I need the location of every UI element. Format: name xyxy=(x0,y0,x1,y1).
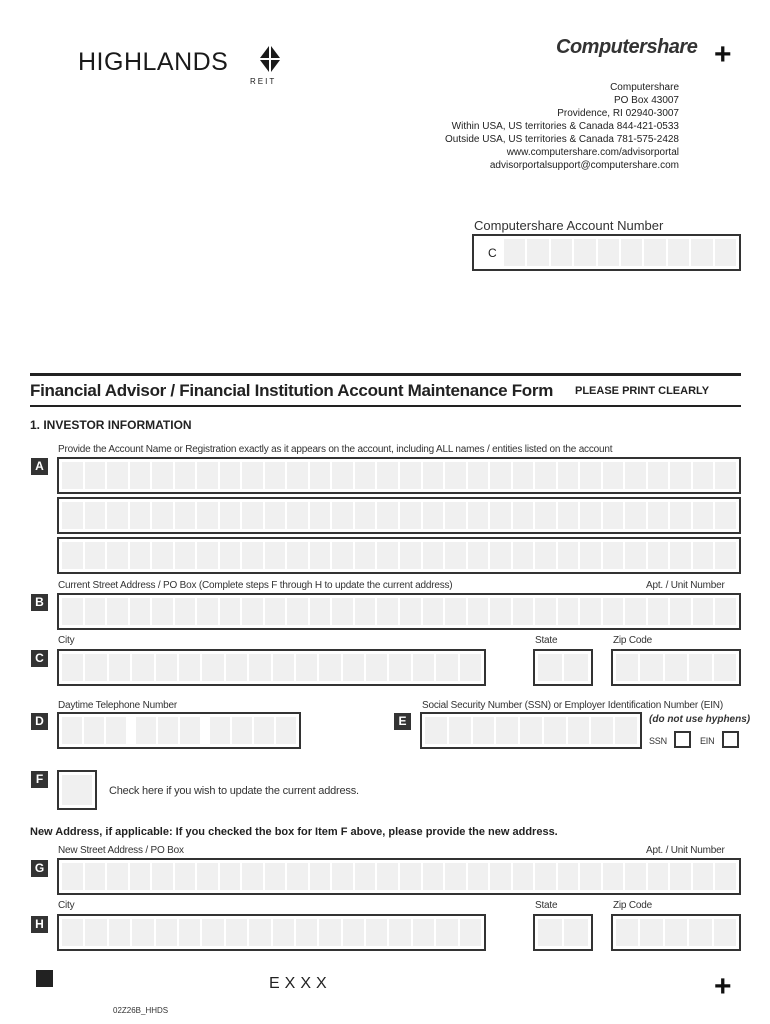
registration-square xyxy=(36,970,53,987)
current-street-address-field[interactable] xyxy=(57,593,741,630)
zip-label: Zip Code xyxy=(613,635,652,646)
account-name-label: Provide the Account Name or Registration exactly as it appears on the account, including ALL names / entities listed on the account xyxy=(58,444,613,455)
new-city-field[interactable] xyxy=(57,914,486,951)
new-address-heading: New Address, if applicable: If you checked the box for Item F above, please provide the new address. xyxy=(30,826,558,838)
city-field[interactable] xyxy=(57,649,486,686)
update-address-text: Check here if you wish to update the current address. xyxy=(109,785,359,797)
item-letter-c: C xyxy=(31,650,48,667)
highlands-logo-text: HIGHLANDS xyxy=(78,48,229,76)
ein-checkbox[interactable] xyxy=(722,731,739,748)
footer-plus-mark: + xyxy=(714,970,732,1003)
address-line: Within USA, US territories & Canada 844-421-0533 xyxy=(451,121,679,132)
registration-plus-mark: + xyxy=(714,38,732,71)
current-address-label: Current Street Address / PO Box (Complete steps F through H to update the current address) xyxy=(58,580,453,591)
address-line: PO Box 43007 xyxy=(613,95,679,106)
address-line: Providence, RI 02940-3007 xyxy=(557,108,679,119)
ssn-option-label: SSN xyxy=(649,736,667,746)
ssn-checkbox[interactable] xyxy=(674,731,691,748)
account-name-line-2[interactable] xyxy=(57,497,741,534)
item-letter-d: D xyxy=(31,713,48,730)
new-city-label: City xyxy=(58,900,75,911)
daytime-phone-field[interactable] xyxy=(57,712,301,749)
address-line: Outside USA, US territories & Canada 781-575-2428 xyxy=(444,134,679,145)
phone-label: Daytime Telephone Number xyxy=(58,700,177,711)
item-letter-e: E xyxy=(394,713,411,730)
update-address-checkbox[interactable] xyxy=(57,770,97,810)
apt-label: Apt. / Unit Number xyxy=(646,580,725,591)
section-investor-information: 1. INVESTOR INFORMATION xyxy=(30,418,192,432)
new-state-field[interactable] xyxy=(533,914,593,951)
ssn-ein-field[interactable] xyxy=(420,712,642,749)
ein-option-label: EIN xyxy=(700,736,715,746)
highlands-logo-icon xyxy=(258,44,282,74)
print-clearly-note: PLEASE PRINT CLEARLY xyxy=(575,385,710,397)
highlands-logo-subtext: REIT xyxy=(250,77,277,86)
zip-code-field[interactable] xyxy=(611,649,741,686)
account-number-field[interactable] xyxy=(472,234,741,271)
form-title: Financial Advisor / Financial Institution Account Maintenance Form xyxy=(30,381,554,400)
address-line: Computershare xyxy=(610,82,679,93)
account-number-label: Computershare Account Number xyxy=(474,218,664,233)
account-number-prefix: C xyxy=(488,246,497,260)
address-line: advisorportalsupport@computershare.com xyxy=(489,160,679,171)
document-id: 02Z26B_HHDS xyxy=(113,1006,169,1015)
item-letter-g: G xyxy=(31,860,48,877)
city-label: City xyxy=(58,635,75,646)
new-zip-label: Zip Code xyxy=(613,900,652,911)
item-letter-b: B xyxy=(31,594,48,611)
footer-code: EXXX xyxy=(269,975,332,992)
new-street-label: New Street Address / PO Box xyxy=(58,845,184,856)
new-state-label: State xyxy=(535,900,558,911)
new-zip-code-field[interactable] xyxy=(611,914,741,951)
new-apt-label: Apt. / Unit Number xyxy=(646,845,725,856)
address-line: www.computershare.com/advisorportal xyxy=(506,147,679,158)
ssn-ein-label: Social Security Number (SSN) or Employer Identification Number (EIN) xyxy=(422,700,723,711)
state-field[interactable] xyxy=(533,649,593,686)
no-hyphens-note: (do not use hyphens) xyxy=(649,714,751,725)
title-bottom-rule xyxy=(30,405,741,407)
mailing-address xyxy=(445,81,679,172)
account-name-line-3[interactable] xyxy=(57,537,741,574)
computershare-logo: Computershare xyxy=(556,36,698,58)
new-street-address-field[interactable] xyxy=(57,858,741,895)
state-label: State xyxy=(535,635,558,646)
item-letter-h: H xyxy=(31,916,48,933)
item-letter-f: F xyxy=(31,771,48,788)
account-name-line-1[interactable] xyxy=(57,457,741,494)
item-letter-a: A xyxy=(31,458,48,475)
title-top-rule xyxy=(30,373,741,376)
